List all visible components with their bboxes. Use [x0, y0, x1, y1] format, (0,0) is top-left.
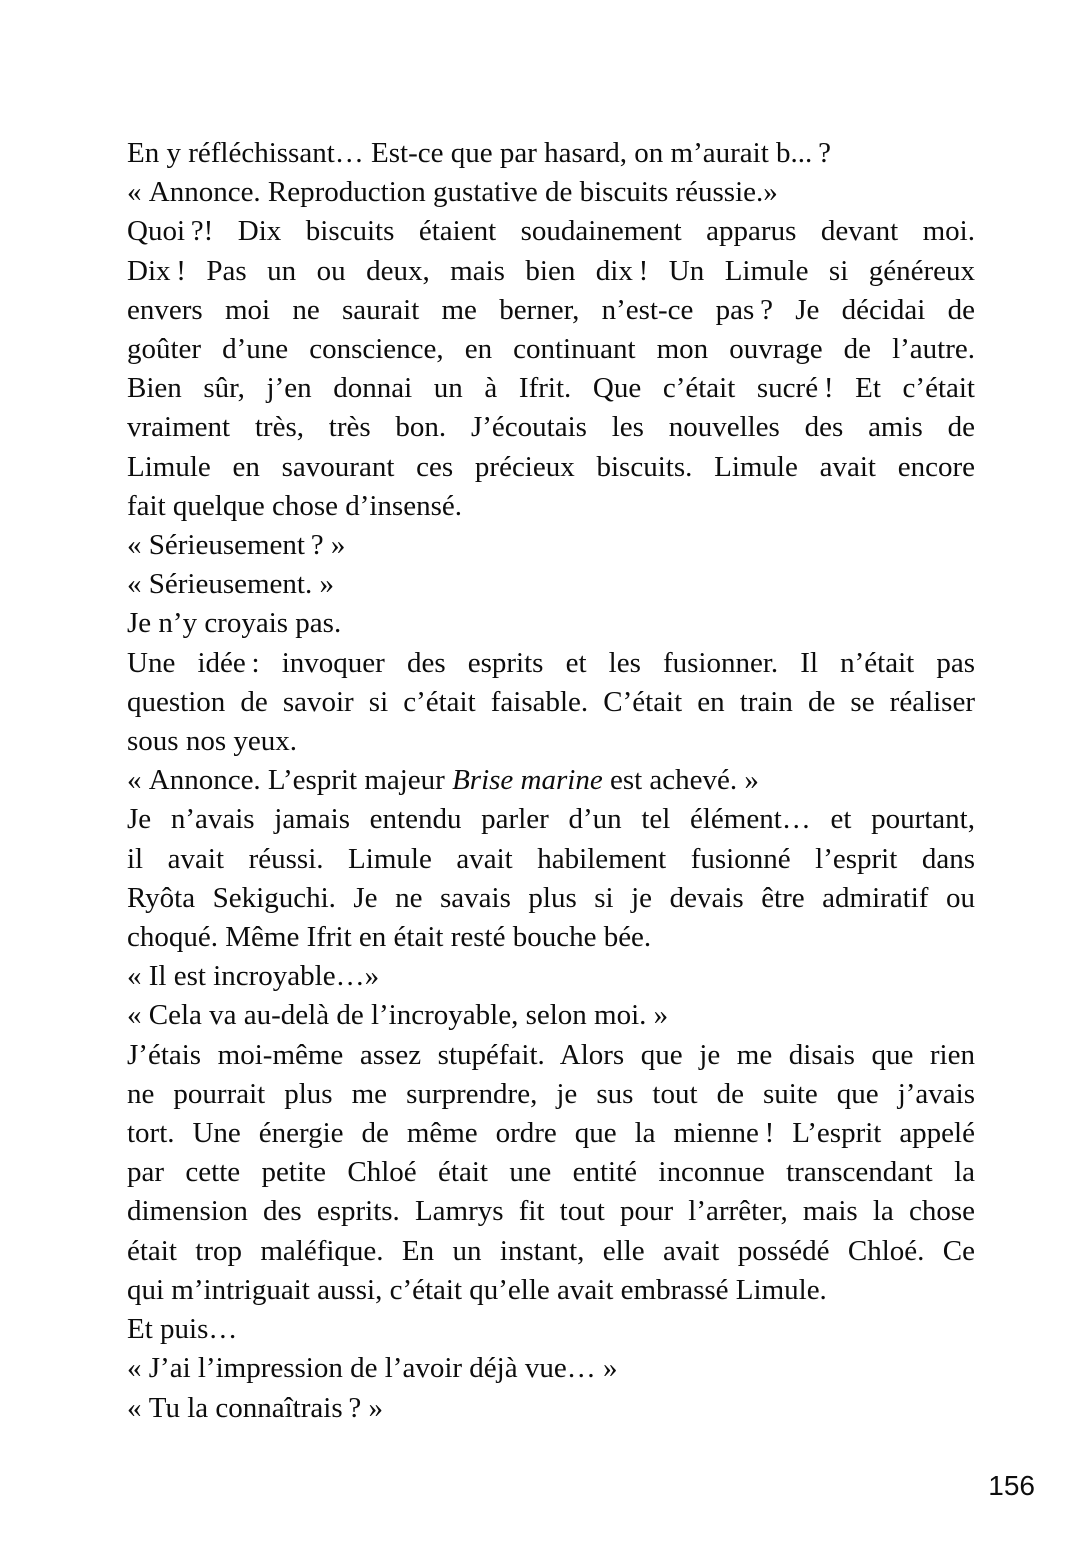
text-line: Bien sûr, j’en donnai un à Ifrit. Que c’était sucré ! Et c’était — [127, 372, 975, 405]
text-line: tort. Une énergie de même ordre que la mienne ! L’esprit appelé — [127, 1117, 975, 1150]
text-line: « Sérieusement. » — [127, 568, 334, 601]
text-line: sous nos yeux. — [127, 725, 297, 758]
text-line: dimension des esprits. Lamrys fit tout pour l’arrêter, mais la chose — [127, 1195, 975, 1228]
text-line: il avait réussi. Limule avait habilement fusionné l’esprit dans — [127, 842, 975, 875]
text-line: qui m’intriguait aussi, c’était qu’elle avait embrassé Limule. — [127, 1273, 827, 1306]
text-line: Je n’y croyais pas. — [127, 607, 342, 640]
text-line: J’étais moi-même assez stupéfait. Alors que je me disais que rien — [127, 1038, 975, 1071]
text-line: « Il est incroyable…» — [127, 960, 380, 993]
text-line: choqué. Même Ifrit en était resté bouche bée. — [127, 921, 652, 954]
text-line: Dix ! Pas un ou deux, mais bien dix ! Un Limule si généreux — [127, 254, 975, 287]
page-number: 156 — [988, 1470, 1035, 1501]
text-line: Quoi ?! Dix biscuits étaient soudainement apparus devant moi. — [127, 215, 975, 248]
text-line: Limule en savourant ces précieux biscuits. Limule avait encore — [127, 450, 975, 483]
text-line: Ryôta Sekiguchi. Je ne savais plus si je devais être admiratif ou — [127, 881, 975, 914]
text-line: « Tu la connaîtrais ? » — [127, 1391, 384, 1424]
text-line: vraiment très, très bon. J’écoutais les nouvelles des amis de — [127, 411, 975, 444]
text-line: « J’ai l’impression de l’avoir déjà vue… » — [127, 1352, 618, 1385]
text-line: fait quelque chose d’insensé. — [127, 489, 463, 522]
text-line: par cette petite Chloé était une entité inconnue transcendant la — [127, 1156, 975, 1189]
text-line: « Sérieusement ? » — [127, 529, 346, 562]
text-line: goûter d’une conscience, en continuant mon ouvrage de l’autre. — [127, 333, 975, 366]
text-line: Une idée : invoquer des esprits et les fusionner. Il n’était pas — [127, 646, 975, 679]
text-line: « Cela va au-delà de l’incroyable, selon moi. » — [127, 999, 669, 1032]
text-block — [127, 134, 975, 1428]
text-line: était trop maléfique. En un instant, elle avait possédé Chloé. Ce — [127, 1234, 975, 1267]
text-line: envers moi ne saurait me berner, n’est-ce pas ? Je décidai de — [127, 293, 975, 326]
italic-text: Brise marine — [452, 764, 603, 797]
text-line: question de savoir si c’était faisable. C’était en train de se réaliser — [127, 685, 975, 718]
text-line: Je n’avais jamais entendu parler d’un tel élément… et pourtant, — [127, 803, 975, 836]
text-line: « Annonce. Reproduction gustative de biscuits réussie.» — [127, 176, 778, 209]
text-line: En y réfléchissant… Est-ce que par hasard, on m’aurait b... ? — [127, 137, 831, 169]
text-line: « Annonce. L’esprit majeur Brise marine est achevé. » — [127, 764, 759, 797]
text-line: Et puis… — [127, 1313, 238, 1346]
text-line: ne pourrait plus me surprendre, je sus tout de suite que j’avais — [127, 1077, 975, 1110]
